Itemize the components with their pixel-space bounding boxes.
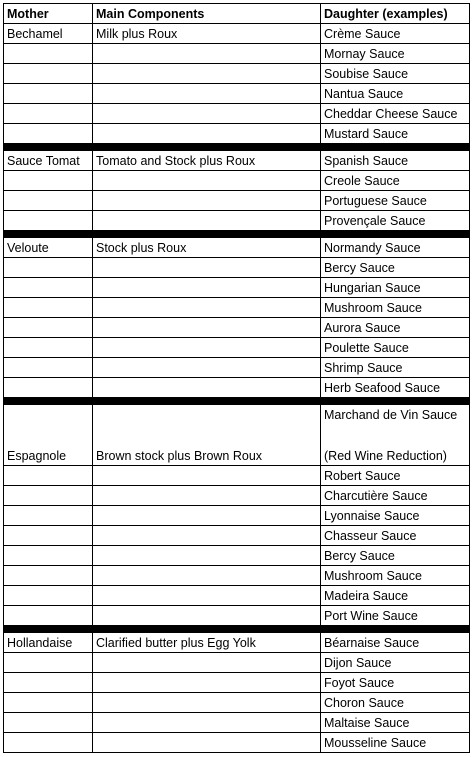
daughter-cell: Bercy Sauce <box>320 546 470 566</box>
table-row <box>3 84 470 104</box>
table-row <box>3 693 470 713</box>
table-row <box>3 338 470 358</box>
daughter-cell: Nantua Sauce <box>320 84 470 104</box>
components-cell: Milk plus Roux <box>92 24 320 44</box>
daughter-cell: Chasseur Sauce <box>320 526 470 546</box>
table-row <box>3 124 470 144</box>
table-row <box>3 211 470 231</box>
daughter-cell: Creole Sauce <box>320 171 470 191</box>
table-row <box>3 713 470 733</box>
daughter-cell: Mushroom Sauce <box>320 298 470 318</box>
table-row <box>3 24 470 44</box>
table-row <box>3 378 470 398</box>
mother-cell: Veloute <box>3 238 92 258</box>
daughter-cell: Béarnaise Sauce <box>320 633 470 653</box>
table-row <box>3 606 470 626</box>
table-row <box>3 191 470 211</box>
daughter-cell: Shrimp Sauce <box>320 358 470 378</box>
daughter-cell: Charcutière Sauce <box>320 486 470 506</box>
group-separator <box>3 231 470 238</box>
components-cell: Clarified butter plus Egg Yolk <box>92 633 320 653</box>
table-row <box>3 44 470 64</box>
daughter-cell: Mousseline Sauce <box>320 733 470 753</box>
table-row <box>3 586 470 606</box>
table-row <box>3 566 470 586</box>
daughter-cell: Normandy Sauce <box>320 238 470 258</box>
daughter-cell: Robert Sauce <box>320 466 470 486</box>
components-cell: Tomato and Stock plus Roux <box>92 151 320 171</box>
daughter-cell: Crème Sauce <box>320 24 470 44</box>
mother-cell: Hollandaise <box>3 633 92 653</box>
table-row <box>3 486 470 506</box>
daughter-cell: Madeira Sauce <box>320 586 470 606</box>
daughter-cell: Provençale Sauce <box>320 211 470 231</box>
daughter-cell: Poulette Sauce <box>320 338 470 358</box>
table-row <box>3 653 470 673</box>
daughter-cell: Lyonnaise Sauce <box>320 506 470 526</box>
daughter-cell: Herb Seafood Sauce <box>320 378 470 398</box>
table-row <box>3 151 470 171</box>
daughter-cell: Dijon Sauce <box>320 653 470 673</box>
daughter-cell: Mushroom Sauce <box>320 566 470 586</box>
table-row <box>3 104 470 124</box>
header-daughter: Daughter (examples) <box>320 3 470 24</box>
daughter-cell: Bercy Sauce <box>320 258 470 278</box>
daughter-cell: Choron Sauce <box>320 693 470 713</box>
table-row <box>3 466 470 486</box>
mother-label: Espagnole <box>7 449 67 463</box>
table-header-row <box>3 3 470 24</box>
table-row <box>3 506 470 526</box>
table-row <box>3 633 470 653</box>
mother-cell: Sauce Tomat <box>3 151 92 171</box>
table-row <box>3 278 470 298</box>
daughter-cell: Maltaise Sauce <box>320 713 470 733</box>
daughter-label: Marchand de Vin Sauce <box>324 408 458 422</box>
table-row <box>3 546 470 566</box>
table-row <box>3 358 470 378</box>
daughter-cell <box>320 405 470 466</box>
components-cell: Stock plus Roux <box>92 238 320 258</box>
daughter-note: (Red Wine Reduction) <box>324 449 447 463</box>
table-row <box>3 171 470 191</box>
group-separator <box>3 144 470 151</box>
table-row <box>3 318 470 338</box>
daughter-cell: Foyot Sauce <box>320 673 470 693</box>
daughter-cell: Cheddar Cheese Sauce <box>320 104 470 124</box>
group-separator <box>3 398 470 405</box>
components-label: Brown stock plus Brown Roux <box>96 449 263 463</box>
group-separator <box>3 626 470 633</box>
table-row <box>3 258 470 278</box>
daughter-cell: Aurora Sauce <box>320 318 470 338</box>
daughter-cell: Portuguese Sauce <box>320 191 470 211</box>
daughter-cell: Soubise Sauce <box>320 64 470 84</box>
table-row <box>3 526 470 546</box>
table-row <box>3 298 470 318</box>
header-mother: Mother <box>3 3 92 24</box>
mother-cell <box>3 405 92 466</box>
mother-cell: Bechamel <box>3 24 92 44</box>
daughter-cell: Mornay Sauce <box>320 44 470 64</box>
daughter-cell: Port Wine Sauce <box>320 606 470 626</box>
components-cell <box>92 405 320 466</box>
daughter-cell: Mustard Sauce <box>320 124 470 144</box>
daughter-cell: Spanish Sauce <box>320 151 470 171</box>
table-row <box>3 405 470 466</box>
header-main-components: Main Components <box>92 3 320 24</box>
table-row <box>3 733 470 753</box>
daughter-cell: Hungarian Sauce <box>320 278 470 298</box>
table-row <box>3 64 470 84</box>
table-row <box>3 238 470 258</box>
table-row <box>3 673 470 693</box>
